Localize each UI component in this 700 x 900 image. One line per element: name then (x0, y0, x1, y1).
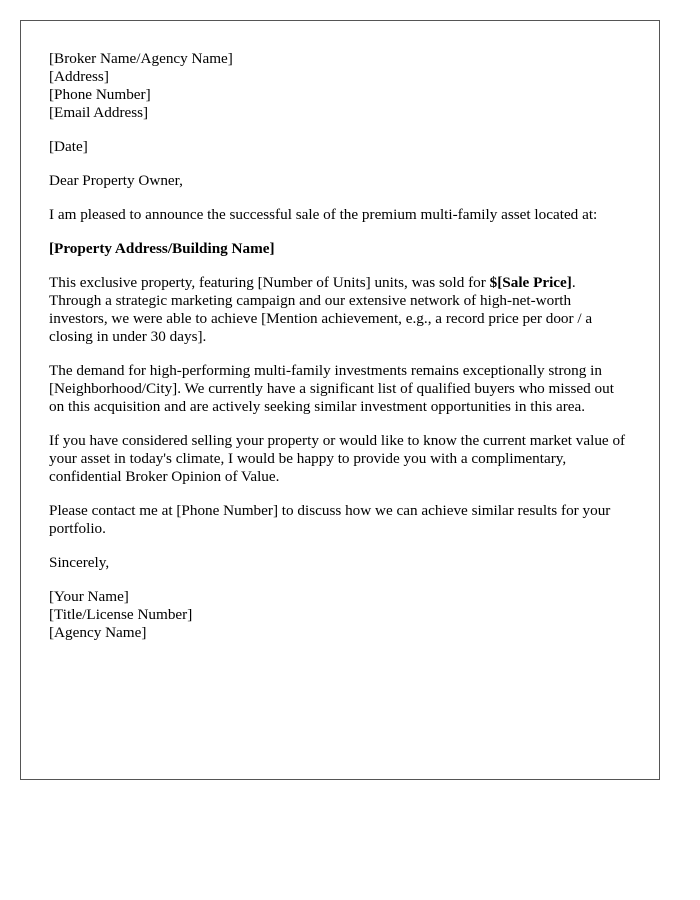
salutation: Dear Property Owner, (49, 172, 183, 189)
letter-page (20, 20, 660, 780)
sale-paragraph (49, 274, 631, 346)
property-name: [Property Address/Building Name] (49, 240, 275, 257)
letter-date: [Date] (49, 138, 88, 155)
sender-address: [Address] (49, 68, 109, 85)
sender-block (49, 50, 631, 122)
sender-name: [Broker Name/Agency Name] (49, 50, 233, 67)
signature-title: [Title/License Number] (49, 606, 193, 623)
closing: Sincerely, (49, 554, 110, 571)
sale-price: $[Sale Price] (489, 274, 572, 291)
demand-paragraph: The demand for high-performing multi-family investments remains exceptionally strong in [Neighborhood/City]. We currently have a significant list of qualified buyers who missed out on this acquisition and are actively seeking similar investment opportunities in this area. (49, 362, 614, 415)
sender-phone: [Phone Number] (49, 86, 151, 103)
signature-agency: [Agency Name] (49, 624, 147, 641)
valuation-paragraph: If you have considered selling your property or would like to know the current market value of your asset in today's climate, I would be happy to provide you with a complimentary, confidential Broker Opinion of Value. (49, 432, 626, 485)
signature-block (49, 588, 631, 642)
sale-paragraph-lead: This exclusive property, featuring [Number of Units] units, was sold for (49, 274, 490, 291)
signature-name: [Your Name] (49, 588, 129, 605)
sender-email: [Email Address] (49, 104, 149, 121)
sale-paragraph-rest: . Through a strategic marketing campaign and our extensive network of high-net-worth investors, we were able to achieve [Mention achievement, e.g., a record price per door / a closing in under 30 days]. (49, 274, 593, 345)
contact-paragraph: Please contact me at [Phone Number] to discuss how we can achieve similar results for your portfolio. (49, 502, 611, 537)
intro-paragraph: I am pleased to announce the successful sale of the premium multi-family asset located at: (49, 206, 598, 223)
